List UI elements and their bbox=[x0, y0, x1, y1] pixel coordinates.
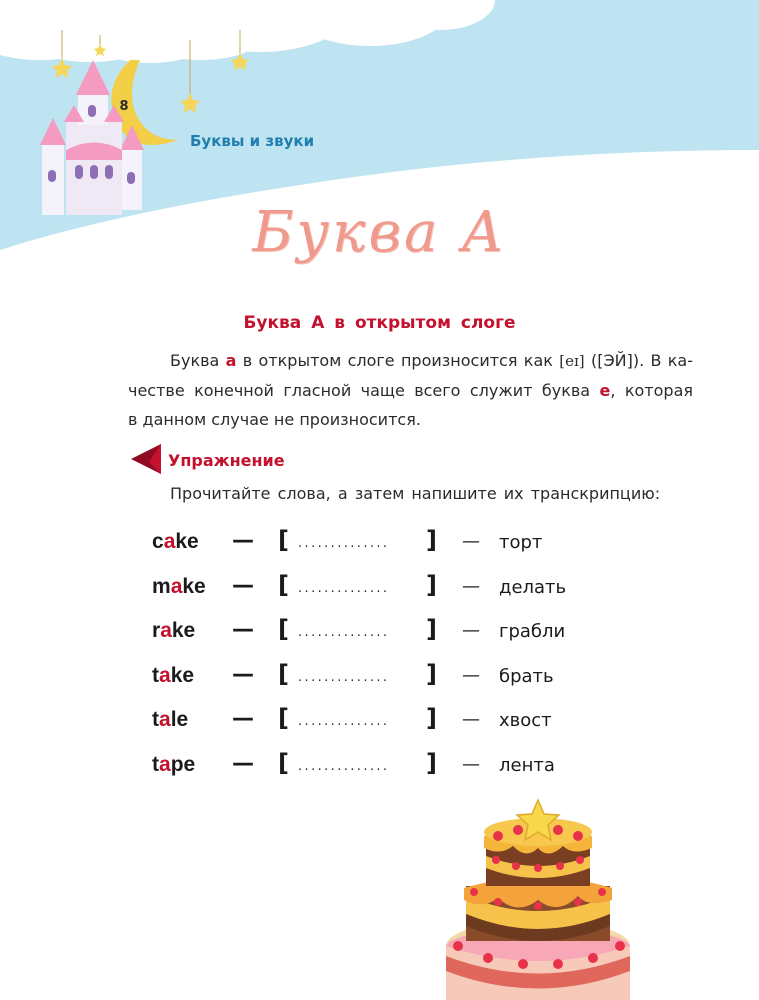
word-part: ke bbox=[170, 663, 195, 687]
bracket-open: [ bbox=[278, 526, 289, 554]
highlight-vowel: a bbox=[159, 752, 171, 776]
word-part: c bbox=[152, 530, 164, 553]
dash: — bbox=[232, 661, 254, 687]
transcription-blank[interactable]: .............. bbox=[298, 625, 390, 641]
bracket-open: [ bbox=[278, 748, 289, 777]
exercise-instruction: Прочитайте слова, а затем напишите их транскрипцию: bbox=[170, 484, 661, 503]
dash: — bbox=[462, 709, 480, 731]
bracket-close: ] bbox=[426, 615, 437, 644]
word-part: ke bbox=[182, 574, 206, 598]
word-row bbox=[150, 659, 670, 707]
word-row bbox=[150, 706, 670, 751]
rule-title: Буква А в открытом слоге bbox=[243, 313, 516, 333]
letter-title-text: Буква А bbox=[252, 200, 507, 265]
rule-line-2 bbox=[128, 376, 693, 405]
english-word bbox=[152, 619, 195, 643]
rule-text-part: ([ЭЙ]). В ка- bbox=[584, 351, 694, 370]
dash: — bbox=[462, 620, 480, 642]
transcription-blank[interactable]: .............. bbox=[298, 580, 390, 596]
translation: торт bbox=[499, 532, 543, 553]
transcription-blank[interactable]: .............. bbox=[298, 758, 390, 774]
highlight-letter-e: е bbox=[599, 381, 611, 400]
word-part: pe bbox=[170, 752, 196, 776]
bracket-open: [ bbox=[278, 704, 289, 733]
dash: — bbox=[462, 664, 480, 686]
rule-text-part: Буква bbox=[170, 351, 226, 370]
highlight-vowel: a bbox=[163, 530, 176, 553]
dash: — bbox=[232, 617, 254, 643]
dash: — bbox=[232, 528, 254, 553]
word-row bbox=[150, 570, 670, 618]
dash: — bbox=[232, 706, 254, 732]
word-part: t bbox=[152, 752, 159, 776]
translation: делать bbox=[499, 576, 567, 598]
highlight-vowel: a bbox=[159, 663, 171, 687]
page-number: 8 bbox=[119, 99, 129, 114]
word-part: r bbox=[152, 619, 161, 643]
translation: лента bbox=[499, 754, 555, 776]
bracket-close: ] bbox=[426, 704, 437, 733]
highlight-vowel: a bbox=[159, 708, 171, 732]
english-word bbox=[152, 753, 195, 777]
word-list bbox=[150, 528, 670, 796]
rule-text-part: в данном случае не произносится. bbox=[128, 410, 421, 429]
cake-icon bbox=[438, 796, 638, 1000]
dash: — bbox=[462, 575, 480, 597]
highlight-letter-a: а bbox=[225, 351, 237, 370]
english-word bbox=[152, 708, 188, 732]
rule-text-part: , которая bbox=[610, 381, 694, 400]
transcription-blank[interactable]: .............. bbox=[298, 669, 390, 685]
word-part: t bbox=[152, 663, 159, 687]
translation: хвост bbox=[499, 710, 552, 732]
word-part: ke bbox=[175, 530, 199, 553]
bracket-open: [ bbox=[278, 615, 289, 644]
word-row bbox=[150, 528, 670, 573]
word-part: ke bbox=[171, 619, 196, 643]
transcription-blank[interactable]: .............. bbox=[298, 714, 390, 730]
rule-paragraph bbox=[128, 346, 693, 434]
rule-line-3 bbox=[128, 405, 693, 434]
word-row bbox=[150, 748, 670, 796]
english-word bbox=[152, 664, 194, 688]
bracket-close: ] bbox=[426, 659, 437, 688]
bracket-open: [ bbox=[278, 570, 289, 599]
word-row bbox=[150, 617, 670, 662]
bracket-close: ] bbox=[426, 570, 437, 599]
dash: — bbox=[232, 750, 254, 776]
letter-title bbox=[0, 200, 759, 265]
word-part: t bbox=[152, 708, 159, 732]
dash: — bbox=[462, 531, 480, 552]
highlight-vowel: a bbox=[160, 619, 172, 643]
translation: брать bbox=[499, 665, 554, 687]
english-word bbox=[152, 575, 206, 599]
bracket-close: ] bbox=[426, 526, 437, 554]
bracket-open: [ bbox=[278, 659, 289, 688]
highlight-vowel: a bbox=[170, 574, 183, 598]
translation: грабли bbox=[499, 621, 566, 643]
transcription-blank[interactable]: .............. bbox=[298, 536, 390, 551]
exercise-title: Упражнение bbox=[168, 451, 285, 470]
rule-text-part: честве конечной гласной чаще всего служит буква bbox=[128, 381, 600, 400]
bracket-close: ] bbox=[426, 748, 437, 777]
section-name: Буквы и звуки bbox=[190, 132, 315, 150]
word-part: m bbox=[152, 574, 171, 598]
dash: — bbox=[232, 572, 254, 598]
word-part: le bbox=[170, 708, 189, 732]
rule-line-1 bbox=[128, 346, 693, 376]
transcription: [eɪ] bbox=[559, 352, 585, 370]
dash: — bbox=[462, 753, 480, 775]
rule-text-part: в открытом слоге произносится как bbox=[236, 351, 560, 370]
english-word bbox=[152, 530, 199, 554]
exercise-marker-icon bbox=[131, 444, 161, 474]
